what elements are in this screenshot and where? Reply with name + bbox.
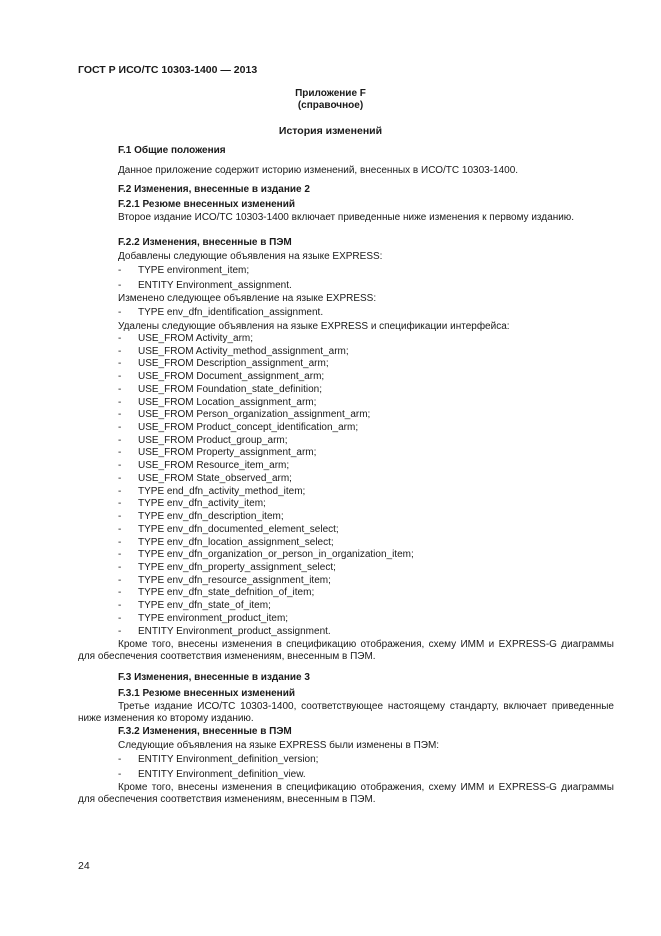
list-item: - USE_FROM Product_group_arm; xyxy=(118,434,288,446)
f31-text: Третье издание ИСО/ТС 10303-1400, соответствующее настоящему стандарту, включает приведенные ниже изменения ко второму изданию. xyxy=(78,701,614,724)
f21-heading: F.2.1 Резюме внесенных изменений xyxy=(118,199,296,210)
f2-added-intro: Добавлены следующие объявления на языке EXPRESS: xyxy=(118,251,383,262)
f2-removed-intro: Удалены следующие объявления на языке EXPRESS и спецификации интерфейса: xyxy=(118,321,510,332)
list-item: - USE_FROM Document_assignment_arm; xyxy=(118,371,325,383)
f2-added-list xyxy=(118,263,292,293)
list-item: - TYPE env_dfn_identification_assignment. xyxy=(118,307,324,318)
list-item: - TYPE env_dfn_resource_assignment_item; xyxy=(118,574,331,586)
f1-heading: F.1 Общие положения xyxy=(118,145,226,156)
list-item: - ENTITY Environment_definition_view. xyxy=(118,769,306,780)
list-item: - USE_FROM State_observed_arm; xyxy=(118,472,292,484)
list-item: - USE_FROM Location_assignment_arm; xyxy=(118,396,317,408)
f22-heading: F.2.2 Изменения, внесенные в ПЭМ xyxy=(118,237,292,248)
f32-heading: F.3.2 Изменения, внесенные в ПЭМ xyxy=(118,726,292,737)
list-item: - TYPE environment_item; xyxy=(118,265,250,276)
list-item: - USE_FROM Person_organization_assignment_arm; xyxy=(118,409,371,421)
f2-heading: F.2 Изменения, внесенные в издание 2 xyxy=(118,184,310,195)
list-item: - USE_FROM Foundation_state_definition; xyxy=(118,383,322,395)
list-item: - TYPE env_dfn_activity_item; xyxy=(118,498,266,510)
appendix-subtitle: (справочное) xyxy=(297,100,364,111)
f2-closing-text: Кроме того, внесены изменения в спецификацию отображения, схему ИММ и EXPRESS-G диаграммы для обеспечения соответствия изменениям, внесенным в ПЭМ. xyxy=(78,639,614,662)
f3-closing-text: Кроме того, внесены изменения в спецификацию отображения, схему ИММ и EXPRESS-G диаграммы для обеспечения соответствия изменениям, внесенным в ПЭМ. xyxy=(78,782,614,805)
list-item: - USE_FROM Product_concept_identification_arm; xyxy=(118,422,359,434)
appendix-title: Приложение F xyxy=(295,88,366,99)
history-title: История изменений xyxy=(278,125,383,137)
list-item: - USE_FROM Activity_method_assignment_arm; xyxy=(118,345,349,357)
f2-changed-list xyxy=(118,305,323,320)
list-item: - ENTITY Environment_product_assignment. xyxy=(118,625,331,637)
f1-text: Данное приложение содержит историю изменений, внесенных в ИСО/ТС 10303-1400. xyxy=(118,165,519,176)
list-item: - TYPE environment_product_item; xyxy=(118,612,289,624)
page-number: 24 xyxy=(78,860,90,872)
list-item: - USE_FROM Resource_item_arm; xyxy=(118,460,290,472)
f3-heading: F.3 Изменения, внесенные в издание 3 xyxy=(118,672,310,683)
list-item: - TYPE env_dfn_state_of_item; xyxy=(118,600,271,612)
list-item: - USE_FROM Property_assignment_arm; xyxy=(118,447,317,459)
f21-text: Второе издание ИСО/ТС 10303-1400 включает приведенные ниже изменения к первому изданию. xyxy=(118,212,575,223)
list-item: - TYPE env_dfn_location_assignment_select; xyxy=(118,536,334,548)
f3-changed-intro: Следующие объявления на языке EXPRESS были изменены в ПЭМ: xyxy=(118,740,440,751)
list-item: - TYPE env_dfn_state_defnition_of_item; xyxy=(118,587,315,599)
document-header: ГОСТ Р ИСО/ТС 10303-1400 — 2013 xyxy=(78,64,258,76)
f2-changed-intro: Изменено следующее объявление на языке EXPRESS: xyxy=(118,293,377,304)
list-item: - USE_FROM Description_assignment_arm; xyxy=(118,358,329,370)
list-item: - TYPE end_dfn_activity_method_item; xyxy=(118,485,306,497)
list-item: - ENTITY Environment_assignment. xyxy=(118,280,292,291)
list-item: - TYPE env_dfn_organization_or_person_in_organization_item; xyxy=(118,549,414,561)
list-item: - TYPE env_dfn_description_item; xyxy=(118,511,284,523)
list-item: - USE_FROM Activity_arm; xyxy=(118,333,254,344)
list-item: - ENTITY Environment_definition_version; xyxy=(118,754,319,765)
f3-changed-list xyxy=(118,752,318,782)
list-item: - TYPE env_dfn_property_assignment_select; xyxy=(118,561,336,573)
f2-removed-list xyxy=(118,333,414,638)
f31-heading: F.3.1 Резюме внесенных изменений xyxy=(118,688,296,699)
list-item: - TYPE env_dfn_documented_element_select; xyxy=(118,523,339,535)
